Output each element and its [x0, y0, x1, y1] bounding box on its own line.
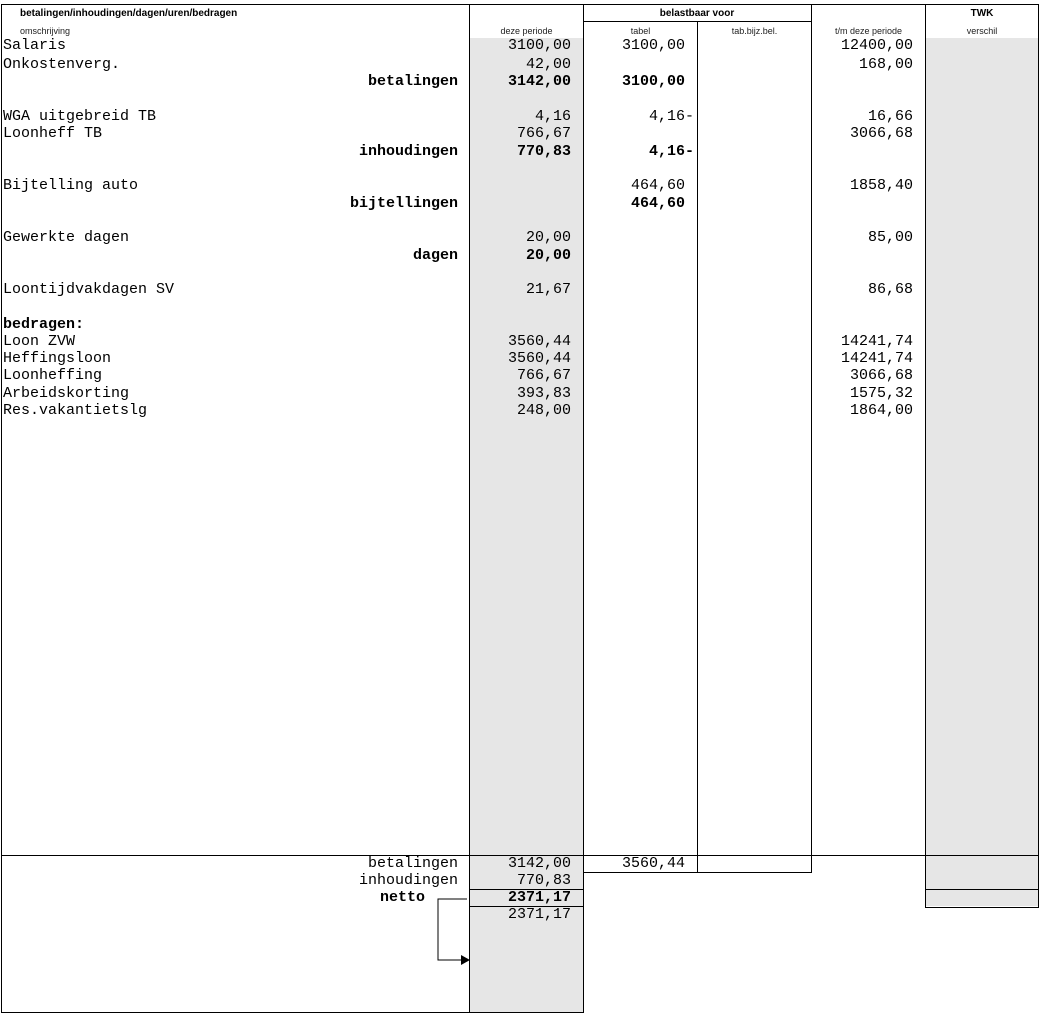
group-title: belastbaar voor [659, 8, 735, 19]
row-label: Loontijdvakdagen SV [3, 281, 175, 298]
netto-period: 2371,17 [507, 889, 571, 906]
left-border [1, 4, 2, 1013]
group-underline [583, 21, 811, 22]
row-ytd: 168,00 [858, 56, 913, 73]
row-tabel: 3100,00 [621, 37, 685, 54]
subtotal-label: betalingen [367, 73, 458, 90]
row-label: Arbeidskorting [3, 385, 130, 402]
netto-repeat: 2371,17 [507, 906, 571, 923]
row-label: Loonheff TB [3, 125, 103, 142]
row-period: 248,00 [516, 402, 571, 419]
col-bijz: tab.bijz.bel. [731, 26, 778, 36]
row-label: Salaris [3, 37, 67, 54]
row-ytd: 86,68 [867, 281, 913, 298]
row-label: Onkostenverg. [3, 56, 121, 73]
row-period: 3100,00 [507, 37, 571, 54]
row-ytd: 1858,40 [849, 177, 913, 194]
row-ytd: 12400,00 [840, 37, 913, 54]
col-ytd: t/m deze periode [834, 26, 903, 36]
col-diff: verschil [966, 26, 998, 36]
row-period: 21,67 [525, 281, 571, 298]
subtotal-tabel: 464,60 [630, 195, 685, 212]
subtotal-period: 3142,00 [507, 73, 571, 90]
row-label: Res.vakantietslg [3, 402, 148, 419]
row-ytd: 14241,74 [840, 350, 913, 367]
row-label: Heffingsloon [3, 350, 112, 367]
col-tabel: tabel [630, 26, 651, 36]
total-betalingen-label: betalingen [367, 855, 458, 872]
row-ytd: 14241,74 [840, 333, 913, 350]
row-period: 42,00 [525, 56, 571, 73]
row-period: 393,83 [516, 385, 571, 402]
row-period: 3560,44 [507, 333, 571, 350]
col-period: deze periode [500, 26, 553, 36]
row-label: WGA uitgebreid TB [3, 108, 157, 125]
ytd-right-line [925, 4, 926, 908]
subtotal-period: 20,00 [525, 247, 571, 264]
col-description: omschrijving [20, 26, 71, 36]
row-period: 20,00 [525, 229, 571, 246]
row-ytd: 3066,68 [849, 367, 913, 384]
subtotal-label: dagen [412, 247, 458, 264]
subtotal-tabel: 4,16- [648, 143, 694, 160]
row-period: 3560,44 [507, 350, 571, 367]
diff-netto-shade [926, 890, 1039, 906]
row-label: Loon ZVW [3, 333, 76, 350]
diff-bottom-line [925, 907, 1039, 908]
total-betalingen-period: 3142,00 [507, 855, 571, 872]
subtotal-label: bijtellingen [349, 195, 458, 212]
section-title: betalingen/inhoudingen/dagen/uren/bedragen [20, 8, 238, 19]
netto-label: netto [380, 889, 426, 906]
row-ytd: 1864,00 [849, 402, 913, 419]
row-label: Bijtelling auto [3, 177, 139, 194]
diff-top-line [925, 889, 1039, 890]
row-period: 766,67 [516, 125, 571, 142]
section-heading: bedragen: [3, 316, 85, 333]
row-label: Loonheffing [3, 367, 103, 384]
total-inhoudingen-label: inhoudingen [358, 872, 458, 889]
row-tabel: 464,60 [630, 177, 685, 194]
right-border [1038, 4, 1039, 908]
twk-title: TWK [970, 8, 994, 19]
row-period: 766,67 [516, 367, 571, 384]
row-ytd: 1575,32 [849, 385, 913, 402]
bottom-border [1, 1012, 584, 1013]
total-betalingen-tabel: 3560,44 [621, 855, 685, 872]
row-tabel: 4,16- [648, 108, 694, 125]
totals-tabel-bottom [583, 872, 811, 873]
row-label: Gewerkte dagen [3, 229, 130, 246]
subtotal-label: inhoudingen [358, 143, 458, 160]
top-border [1, 4, 1039, 5]
subtotal-tabel: 3100,00 [621, 73, 685, 90]
row-ytd: 16,66 [867, 108, 913, 125]
tabel-right-line [697, 21, 698, 873]
row-period: 4,16 [534, 108, 571, 125]
total-inhoudingen-period: 770,83 [516, 872, 571, 889]
subtotal-period: 770,83 [516, 143, 571, 160]
diff-column-shade [926, 38, 1039, 889]
netto-arrow-icon [430, 890, 480, 970]
row-ytd: 85,00 [867, 229, 913, 246]
row-ytd: 3066,68 [849, 125, 913, 142]
